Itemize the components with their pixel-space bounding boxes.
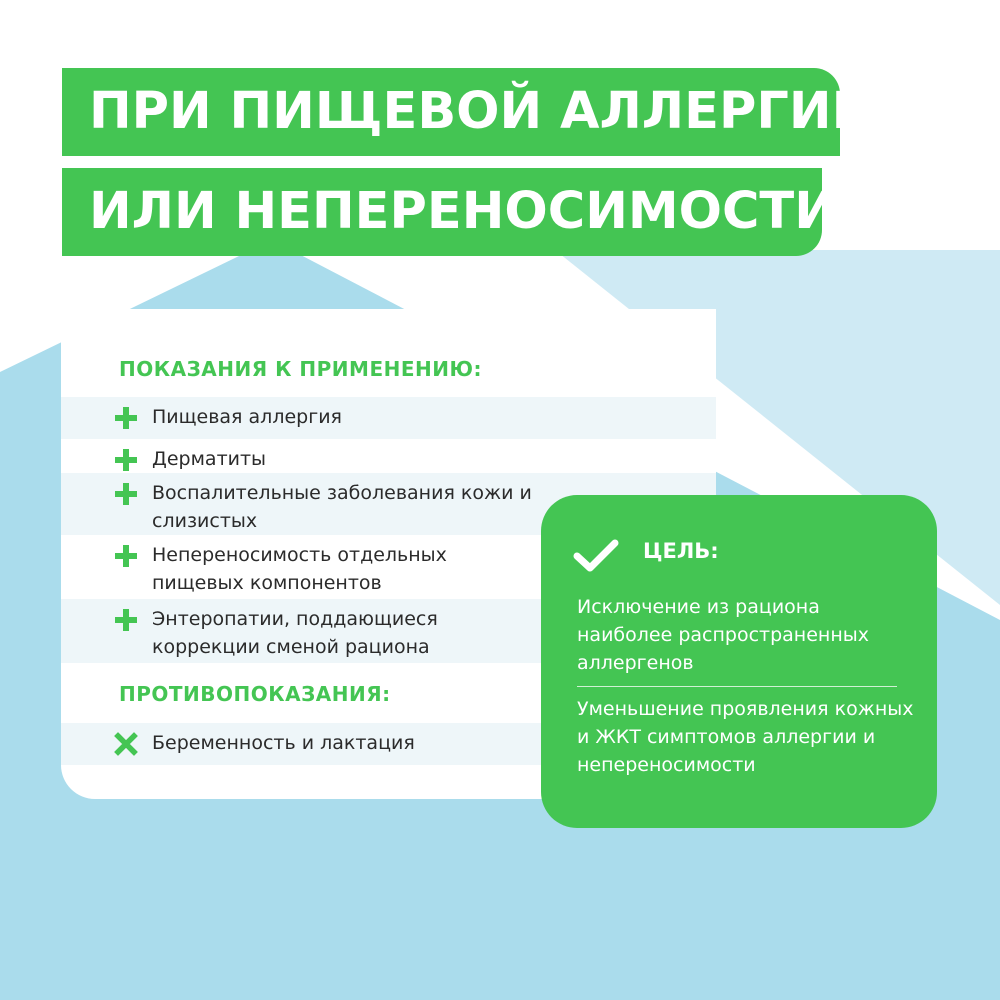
plus-icon	[114, 482, 138, 506]
goal-heading: ЦЕЛЬ:	[643, 539, 719, 563]
goal-divider	[577, 686, 897, 687]
page-title-line-1: ПРИ ПИЩЕВОЙ АЛЛЕРГИИ	[62, 68, 840, 156]
goal-item: Исключение из рациона наиболее распространенных аллергенов	[577, 596, 869, 674]
check-icon	[573, 539, 619, 573]
plus-icon	[114, 544, 138, 568]
indication-item	[61, 439, 716, 473]
indication-text: Пищевая аллергия	[152, 406, 342, 428]
page-title-line-2: ИЛИ НЕПЕРЕНОСИМОСТИ	[62, 168, 822, 256]
contraindications-heading: ПРОТИВОПОКАЗАНИЯ:	[119, 682, 391, 706]
indications-heading: ПОКАЗАНИЯ К ПРИМЕНЕНИЮ:	[119, 357, 482, 381]
goal-item: Уменьшение проявления кожных и ЖКТ симптомов аллергии и непереносимости	[577, 698, 914, 776]
indication-text: Дерматиты	[152, 448, 267, 470]
plus-icon	[114, 406, 138, 430]
plus-icon	[114, 608, 138, 632]
cross-icon	[114, 732, 138, 756]
plus-icon	[114, 448, 138, 472]
goal-card	[541, 495, 937, 828]
contraindication-text: Беременность и лактация	[152, 732, 415, 754]
indication-text: Воспалительные заболевания кожи и слизистых	[152, 482, 532, 532]
indication-text: Энтеропатии, поддающиеся коррекции сменой рациона	[152, 608, 438, 658]
indication-item	[61, 397, 716, 439]
indication-text: Непереносимость отдельных пищевых компонентов	[152, 544, 447, 594]
